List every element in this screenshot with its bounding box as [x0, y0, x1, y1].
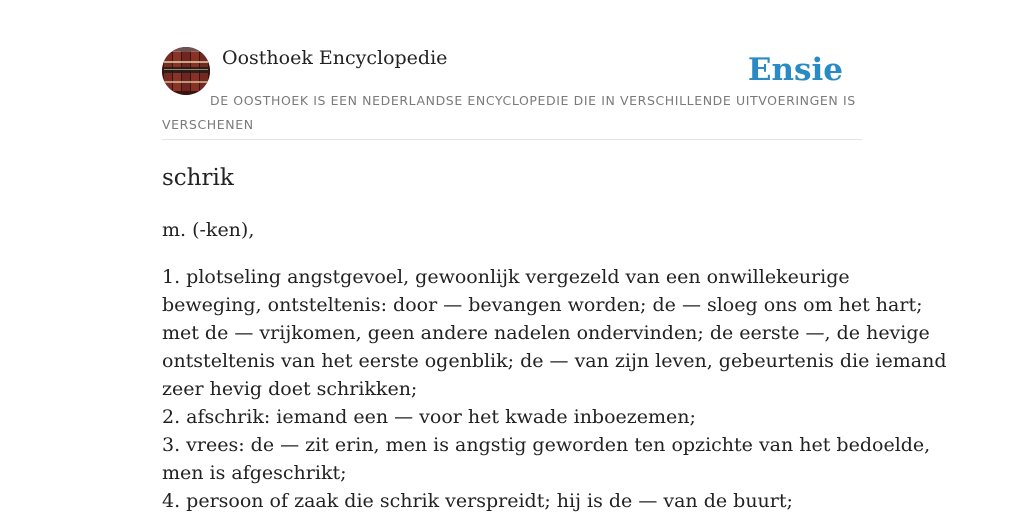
- brand-logo[interactable]: Ensie: [747, 52, 843, 88]
- definition-line: ontsteltenis van het eerste ogenblik; de — van zijn leven, gebeurtenis die iemand: [162, 350, 947, 372]
- definition-line: men is afgeschrikt;: [162, 462, 347, 484]
- entry-title: schrik: [162, 165, 234, 191]
- definition-line: 2. afschrik: iemand een — voor het kwade inboezemen;: [162, 406, 696, 428]
- entry-grammar: m. (-ken),: [162, 219, 255, 241]
- definition-line: zeer hevig doet schrikken;: [162, 378, 418, 400]
- site-title[interactable]: Oosthoek Encyclopedie: [222, 47, 448, 69]
- site-tagline: DE OOSTHOEK IS EEN NEDERLANDSE ENCYCLOPEDIE DIE IN VERSCHILLENDE UITVOERINGEN IS VERSCHENEN: [162, 93, 856, 132]
- entry-definitions: [162, 263, 947, 512]
- definition-line: met de — vrijkomen, geen andere nadelen ondervinden; de eerste —, de hevige: [162, 322, 930, 344]
- encyclopedia-books-icon[interactable]: [162, 47, 210, 95]
- definition-line: 1. plotseling angstgevoel, gewoonlijk vergezeld van een onwillekeurige: [162, 266, 850, 288]
- header-divider: [162, 139, 862, 140]
- definition-line: 4. persoon of zaak die schrik verspreidt; hij is de — van de buurt;: [162, 490, 793, 512]
- definition-line: beweging, ontsteltenis: door — bevangen worden; de — sloeg ons om het hart;: [162, 294, 923, 316]
- definition-line: 3. vrees: de — zit erin, men is angstig geworden ten opzichte van het bedoelde,: [162, 434, 931, 456]
